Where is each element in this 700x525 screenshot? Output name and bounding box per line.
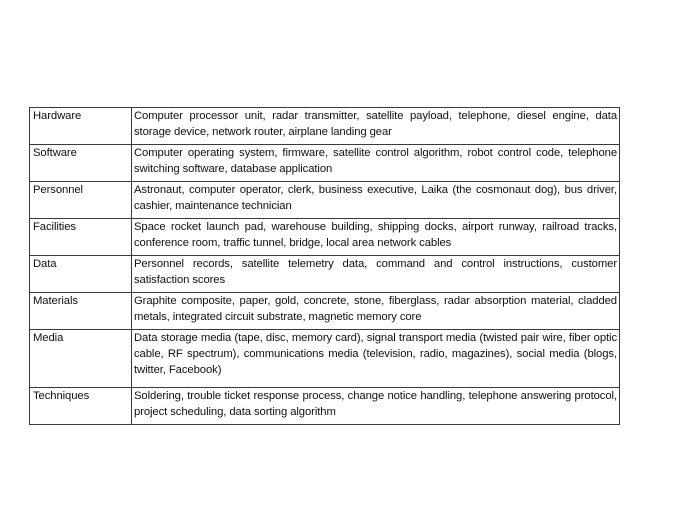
description-cell: Computer operating system, firmware, satellite control algorithm, robot control code, telephone switching software, database application: [132, 145, 620, 182]
category-cell: Hardware: [30, 108, 132, 145]
description-cell: Personnel records, satellite telemetry data, command and control instructions, customer satisfaction scores: [132, 256, 620, 293]
description-cell: Soldering, trouble ticket response process, change notice handling, telephone answering protocol, project scheduling, data sorting algorithm: [132, 388, 620, 425]
table-row: [30, 330, 620, 388]
table-row: [30, 256, 620, 293]
description-cell: Astronaut, computer operator, clerk, business executive, Laika (the cosmonaut dog), bus driver, cashier, maintenance technician: [132, 182, 620, 219]
category-cell: Software: [30, 145, 132, 182]
category-cell: Media: [30, 330, 132, 388]
table-row: [30, 108, 620, 145]
table-row: [30, 182, 620, 219]
table-row: [30, 293, 620, 330]
category-cell: Personnel: [30, 182, 132, 219]
category-cell: Data: [30, 256, 132, 293]
table-row: [30, 145, 620, 182]
system-elements-table: [29, 107, 620, 425]
description-cell: Space rocket launch pad, warehouse building, shipping docks, airport runway, railroad tracks, conference room, traffic tunnel, bridge, local area network cables: [132, 219, 620, 256]
description-cell: Computer processor unit, radar transmitter, satellite payload, telephone, diesel engine, data storage device, network router, airplane landing gear: [132, 108, 620, 145]
category-cell: Facilities: [30, 219, 132, 256]
table-row: [30, 388, 620, 425]
description-cell: Graphite composite, paper, gold, concrete, stone, fiberglass, radar absorption material, cladded metals, integrated circuit substrate, magnetic memory core: [132, 293, 620, 330]
category-cell: Techniques: [30, 388, 132, 425]
category-cell: Materials: [30, 293, 132, 330]
table-row: [30, 219, 620, 256]
description-cell: Data storage media (tape, disc, memory card), signal transport media (twisted pair wire, fiber optic cable, RF spectrum), communications media (television, radio, magazines), social media (blogs, twitter, Facebook): [132, 330, 620, 388]
